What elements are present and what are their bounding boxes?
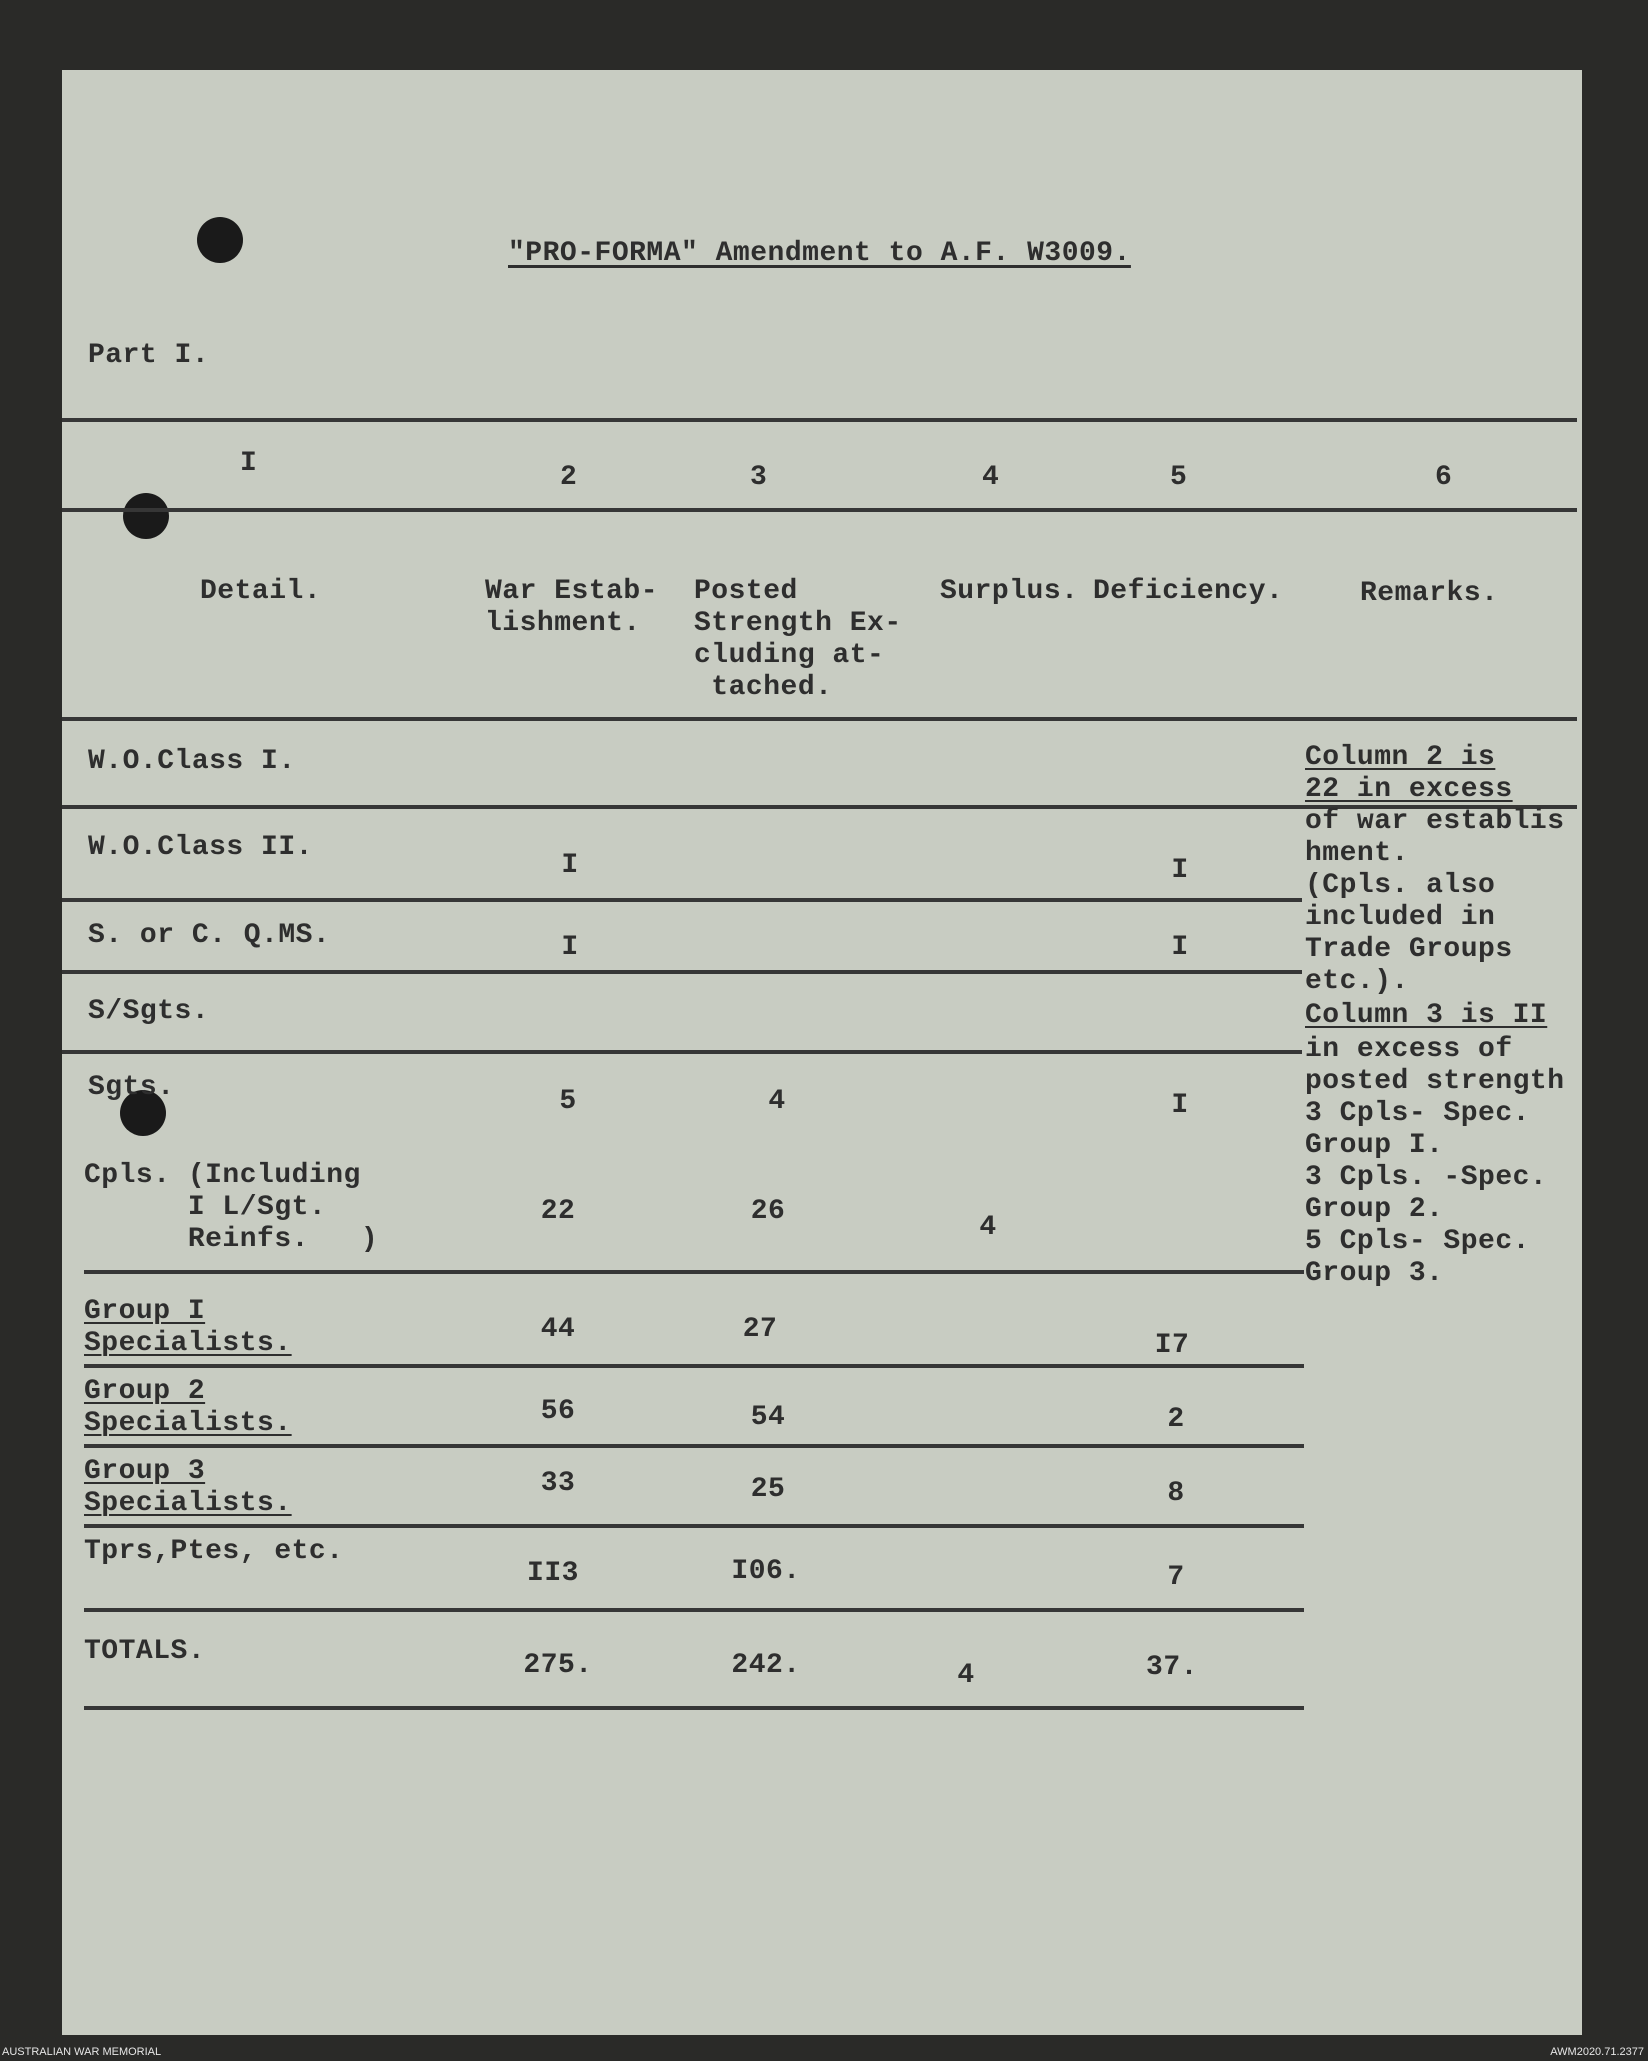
remarks-line: etc.). xyxy=(1305,966,1409,997)
rule xyxy=(84,1444,1304,1448)
row-deficiency: 2 xyxy=(1167,1404,1185,1435)
header-posted-strength: Posted Strength Ex- cluding at- tached. xyxy=(694,576,902,703)
remarks-line: 22 in excess xyxy=(1305,774,1513,805)
row-detail: S. or C. Q.MS. xyxy=(88,920,331,951)
row-detail: Group I Specialists. xyxy=(84,1296,292,1359)
rule xyxy=(62,418,1577,422)
total-deficiency: 37. xyxy=(1146,1652,1198,1683)
row-war-establishment: II3 xyxy=(527,1558,579,1589)
row-detail: W.O.Class II. xyxy=(88,832,313,863)
column-number-2: 2 xyxy=(560,462,578,493)
remarks-line: hment. xyxy=(1305,838,1409,869)
row-war-establishment: 33 xyxy=(540,1468,576,1499)
rule xyxy=(84,1270,1304,1274)
row-war-establishment: I xyxy=(561,850,579,881)
totals-label: TOTALS. xyxy=(84,1636,206,1667)
remarks-line: Group 2. xyxy=(1305,1194,1444,1225)
row-deficiency: 7 xyxy=(1167,1562,1185,1593)
row-posted-strength: 4 xyxy=(768,1086,786,1117)
total-posted-strength: 242. xyxy=(731,1650,801,1681)
footer-accession-number: AWM2020.71.2377 xyxy=(1550,2046,1644,2058)
rule xyxy=(84,1706,1304,1710)
row-deficiency: I xyxy=(1171,855,1189,886)
row-war-establishment: 5 xyxy=(559,1086,577,1117)
punch-hole xyxy=(123,493,169,539)
row-war-establishment: 44 xyxy=(540,1314,576,1345)
row-posted-strength: 54 xyxy=(750,1402,786,1433)
rule xyxy=(84,1364,1304,1368)
remarks-line: in excess of xyxy=(1305,1034,1513,1065)
row-war-establishment: I xyxy=(561,932,579,963)
document-title: "PRO-FORMA" Amendment to A.F. W3009. xyxy=(508,238,1131,269)
remarks-line: Group I. xyxy=(1305,1130,1444,1161)
row-surplus: 4 xyxy=(979,1212,997,1243)
rule xyxy=(62,508,1577,512)
row-detail: Group 2 Specialists. xyxy=(84,1376,292,1439)
remarks-line: 3 Cpls. -Spec. xyxy=(1305,1162,1548,1193)
column-number-1: I xyxy=(240,448,258,479)
header-remarks: Remarks. xyxy=(1360,578,1499,609)
header-war-establishment: War Estab- lishment. xyxy=(485,576,659,639)
column-number-3: 3 xyxy=(750,462,768,493)
column-number-5: 5 xyxy=(1170,462,1188,493)
punch-hole xyxy=(197,217,243,263)
row-deficiency: I xyxy=(1171,1090,1189,1121)
remarks-line: included in xyxy=(1305,902,1496,933)
row-detail: Cpls. (Including I L/Sgt. Reinfs. ) xyxy=(84,1160,379,1255)
row-detail: S/Sgts. xyxy=(88,996,210,1027)
remarks-line: Group 3. xyxy=(1305,1258,1444,1289)
row-war-establishment: 22 xyxy=(540,1196,576,1227)
total-war-establishment: 275. xyxy=(523,1650,593,1681)
remarks-line: Column 2 is xyxy=(1305,742,1496,773)
row-detail: Sgts. xyxy=(88,1072,175,1103)
row-detail: Group 3 Specialists. xyxy=(84,1456,292,1519)
row-posted-strength: I06. xyxy=(731,1556,801,1587)
remarks-line: of war establis xyxy=(1305,806,1565,837)
row-deficiency: I7 xyxy=(1154,1330,1190,1361)
row-deficiency: I xyxy=(1171,932,1189,963)
remarks-line: 3 Cpls- Spec. xyxy=(1305,1098,1530,1129)
rule xyxy=(62,1050,1302,1054)
remarks-line: 5 Cpls- Spec. xyxy=(1305,1226,1530,1257)
row-posted-strength: 27 xyxy=(742,1314,778,1345)
total-surplus: 4 xyxy=(957,1660,975,1691)
remarks-line: Column 3 is II xyxy=(1305,1000,1548,1031)
header-deficiency: Deficiency. xyxy=(1093,576,1284,607)
header-surplus: Surplus. xyxy=(940,576,1079,607)
column-number-6: 6 xyxy=(1435,462,1453,493)
remarks-line: (Cpls. also xyxy=(1305,870,1496,901)
row-deficiency: 8 xyxy=(1167,1478,1185,1509)
row-detail: W.O.Class I. xyxy=(88,746,296,777)
header-detail: Detail. xyxy=(200,576,322,607)
row-detail: Tprs,Ptes, etc. xyxy=(84,1536,344,1567)
remarks-line: Trade Groups xyxy=(1305,934,1513,965)
column-number-4: 4 xyxy=(982,462,1000,493)
row-posted-strength: 25 xyxy=(750,1474,786,1505)
row-posted-strength: 26 xyxy=(750,1196,786,1227)
rule xyxy=(62,717,1577,721)
rule xyxy=(84,1524,1304,1528)
rule xyxy=(84,1608,1304,1612)
rule xyxy=(62,970,1302,974)
part-label: Part I. xyxy=(88,340,210,371)
rule xyxy=(62,898,1302,902)
row-war-establishment: 56 xyxy=(540,1396,576,1427)
footer-source: AUSTRALIAN WAR MEMORIAL xyxy=(2,2046,162,2058)
remarks-line: posted strength xyxy=(1305,1066,1565,1097)
